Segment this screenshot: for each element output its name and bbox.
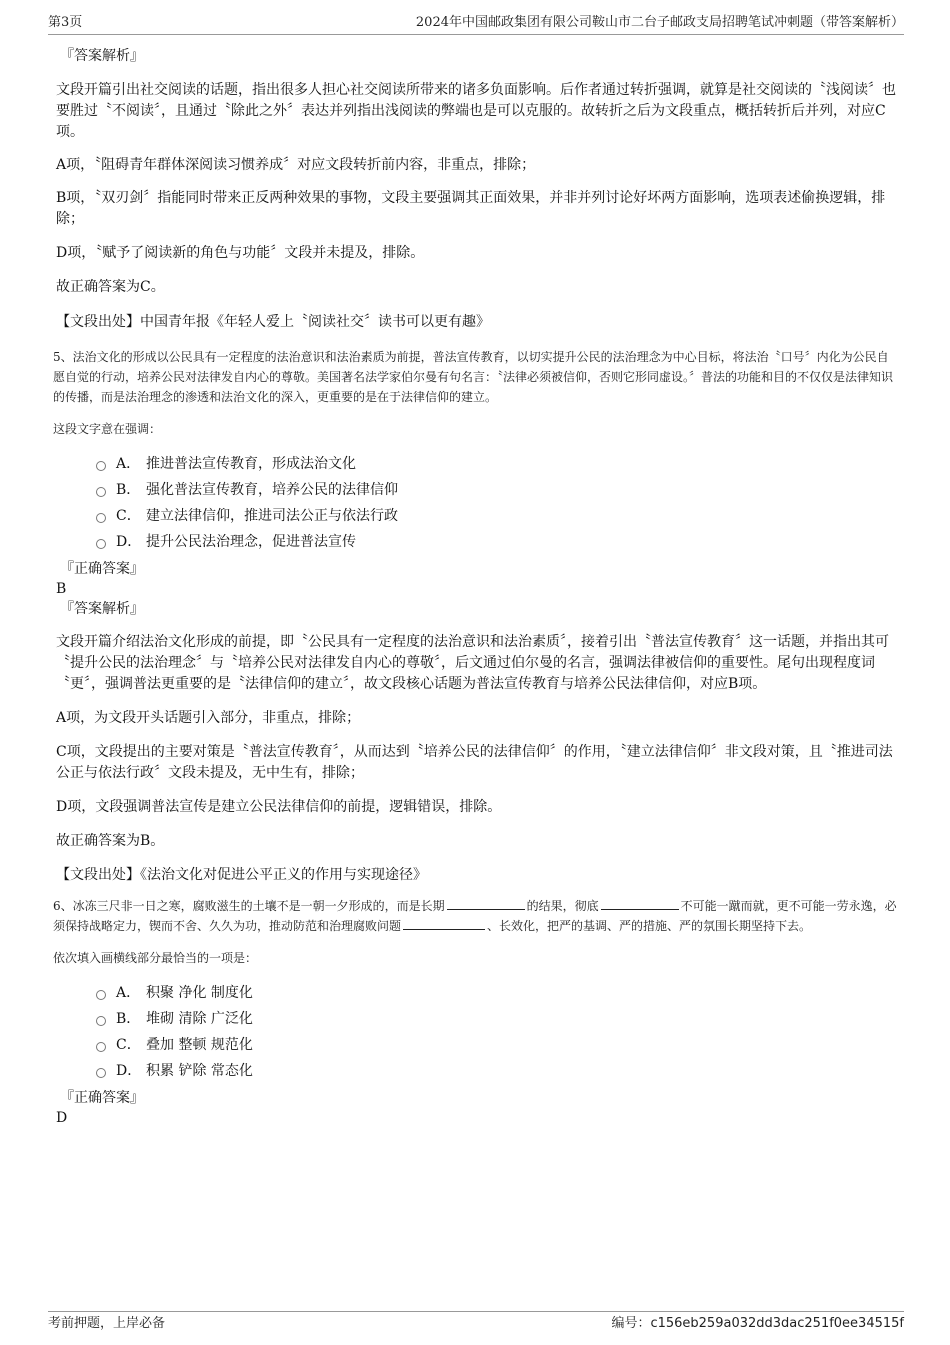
option-a[interactable] — [96, 451, 898, 477]
radio-icon[interactable] — [96, 1042, 106, 1052]
option-list — [56, 980, 898, 1084]
analysis-paragraph: 文段开篇介绍法治文化形成的前提，即〝公民具有一定程度的法治意识和法治素质〞，接着引出〝普法宣传教育〞这一话题，并指出其可〝提升公民的法治理念〞与〝培养公民对法律发自内心的尊敬〞，后文通过伯尔曼的名言，强调法律被信仰的重要性。尾句出现程度词〝更〞，强调普法更重要的是〝法律信仰的建立〞，故文段核心话题为普法宣传教育与培养公民法律信仰，对应B项。 — [56, 634, 889, 692]
stem-part: 、长效化，把严的基调、严的措施、严的氛围长期坚持下去。 — [487, 919, 812, 933]
analysis-paragraph: C项，文段提出的主要对策是〝普法宣传教育〞，从而达到〝培养公民的法律信仰〞的作用，〝建立法律信仰〞非文段对策，且〝推进司法公正与依法行政〞文段未提及，无中生有，排除； — [56, 744, 893, 781]
analysis-paragraph: 文段开篇引出社交阅读的话题，指出很多人担心社交阅读所带来的诸多负面影响。后作者通过转折强调，就算是社交阅读的〝浅阅读〞也要胜过〝不阅读〞，且通过〝除此之外〞表达并列指出浅阅读的弊端也是可以克服的。故转折之后为文段重点，概括转折后并列，对应C项。 — [56, 82, 896, 140]
fill-blank-1 — [447, 897, 525, 910]
question-stem — [53, 896, 898, 936]
option-d[interactable] — [96, 529, 898, 555]
analysis-paragraph: A项，〝阻碍青年群体深阅读习惯养成〞对应文段转折前内容，非重点，排除； — [56, 157, 536, 173]
stem-part: 不可能一蹴而就，更不可能一劳永逸，必须保持战略定力，锲而不舍、久久为功，推动防范和治理腐败问题 — [53, 899, 897, 933]
option-d[interactable] — [96, 1058, 898, 1084]
radio-icon[interactable] — [96, 487, 106, 497]
question-prompt: 依次填入画横线部分最恰当的一项是： — [53, 951, 258, 965]
page-number: 第3页 — [48, 15, 83, 30]
radio-icon[interactable] — [96, 990, 106, 1000]
option-letter: B． — [116, 482, 141, 498]
option-letter: B． — [116, 1011, 141, 1027]
document-title: 2024年中国邮政集团有限公司鞍山市二台子邮政支局招聘笔试冲刺题（带答案解析） — [415, 15, 904, 30]
radio-icon[interactable] — [96, 1068, 106, 1078]
option-c[interactable] — [96, 503, 898, 529]
option-letter: C． — [116, 1037, 141, 1053]
code-value: c156eb259a032dd3dac251f0ee34515f — [650, 1316, 904, 1331]
question-prompt: 这段文字意在强调： — [53, 422, 162, 436]
analysis-paragraph: D项，文段强调普法宣传是建立公民法律信仰的前提，逻辑错误，排除。 — [56, 799, 502, 815]
stem-part: 的结果，彻底 — [526, 899, 599, 913]
analysis-conclusion: 故正确答案为B。 — [56, 833, 165, 849]
option-b[interactable] — [96, 1006, 898, 1032]
fill-blank-2 — [601, 897, 679, 910]
option-text: 堆砌 清除 广泛化 — [146, 1011, 253, 1027]
option-text: 积聚 净化 制度化 — [146, 985, 253, 1001]
radio-icon[interactable] — [96, 461, 106, 471]
analysis-paragraph: A项，为文段开头话题引入部分，非重点，排除； — [56, 710, 361, 726]
option-letter: A． — [116, 456, 141, 472]
answer-value: B — [56, 581, 67, 597]
option-text: 建立法律信仰，推进司法公正与依法行政 — [146, 508, 398, 524]
page-footer — [48, 1311, 904, 1331]
option-c[interactable] — [96, 1032, 898, 1058]
stem-part: 6、冰冻三尺非一日之寒，腐败滋生的土壤不是一朝一夕形成的，而是长期 — [53, 899, 445, 913]
source-citation: 【文段出处】中国青年报《年轻人爱上〝阅读社交〞读书可以更有趣》 — [56, 314, 490, 330]
document-code — [611, 1315, 904, 1333]
answer-heading: 『正确答案』 — [60, 561, 144, 577]
option-text: 提升公民法治理念，促进普法宣传 — [146, 534, 356, 550]
answer-value: D — [56, 1110, 68, 1126]
option-text: 叠加 整顿 规范化 — [146, 1037, 253, 1053]
radio-icon[interactable] — [96, 513, 106, 523]
footer-slogan: 考前押题，上岸必备 — [48, 1316, 166, 1331]
option-a[interactable] — [96, 980, 898, 1006]
answer-heading: 『正确答案』 — [60, 1090, 144, 1106]
source-citation: 【文段出处】《法治文化对促进公平正义的作用与实现途径》 — [56, 867, 427, 883]
analysis-paragraph: D项，〝赋予了阅读新的角色与功能〞文段并未提及，排除。 — [56, 245, 425, 261]
option-letter: A． — [116, 985, 141, 1001]
analysis-heading: 『答案解析』 — [60, 48, 144, 64]
option-letter: D． — [116, 1063, 142, 1079]
option-b[interactable] — [96, 477, 898, 503]
option-text: 积累 铲除 常态化 — [146, 1063, 253, 1079]
page-content — [53, 46, 898, 1128]
analysis-heading: 『答案解析』 — [60, 601, 144, 617]
option-text: 推进普法宣传教育，形成法治文化 — [146, 456, 356, 472]
option-letter: C． — [116, 508, 141, 524]
analysis-paragraph: B项，〝双刃剑〞指能同时带来正反两种效果的事物，文段主要强调其正面效果，并非并列讨论好坏两方面影响，选项表述偷换逻辑，排除； — [56, 190, 886, 227]
question-stem: 5、法治文化的形成以公民具有一定程度的法治意识和法治素质为前提，普法宣传教育，以切实提升公民的法治理念为中心目标，将法治〝口号〞内化为公民自愿自觉的行动，培养公民对法律发自内心的尊敬。美国著名法学家伯尔曼有句名言：〝法律必须被信仰，否则它形同虚设。〞普法的功能和目的不仅仅是法律知识的传播，而是法治理念的渗透和法治文化的深入，更重要的是在于法律信仰的建立。 — [53, 350, 894, 404]
option-text: 强化普法宣传教育，培养公民的法律信仰 — [146, 482, 398, 498]
option-list — [56, 451, 898, 555]
radio-icon[interactable] — [96, 539, 106, 549]
fill-blank-3 — [403, 917, 485, 930]
option-letter: D． — [116, 534, 142, 550]
radio-icon[interactable] — [96, 1016, 106, 1026]
analysis-conclusion: 故正确答案为C。 — [56, 279, 165, 295]
code-label: 编号： — [611, 1316, 651, 1331]
page-header — [48, 14, 904, 35]
